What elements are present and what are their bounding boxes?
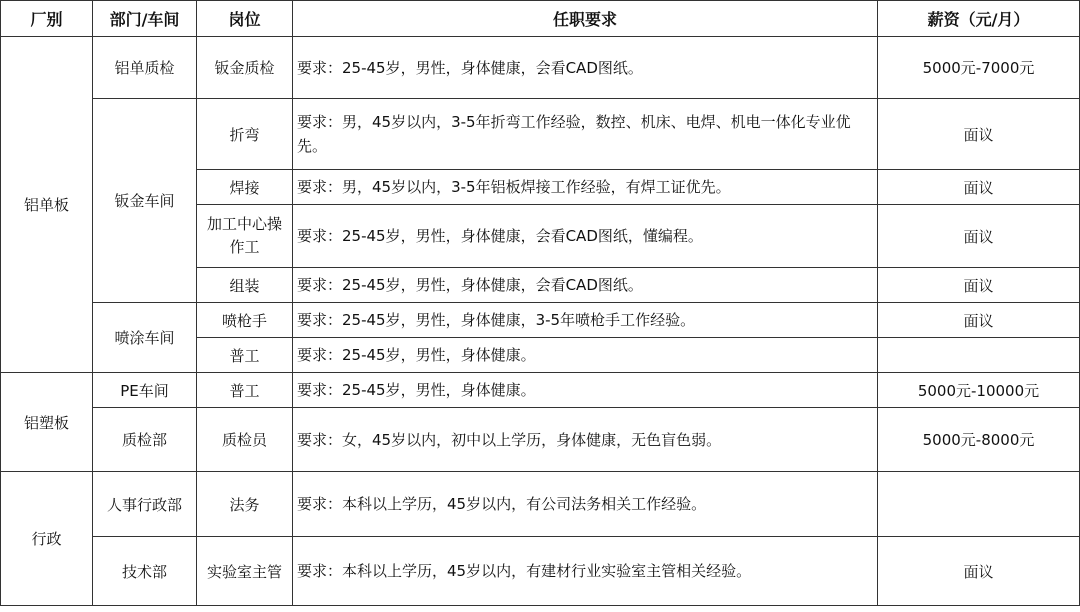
position-cell: 喷枪手 xyxy=(197,303,293,338)
factory-cell: 行政 xyxy=(1,472,93,606)
position-cell: 质检员 xyxy=(197,408,293,472)
salary-cell: 面议 xyxy=(878,99,1080,170)
salary-cell: 5000元-10000元 xyxy=(878,373,1080,408)
table-row xyxy=(1,303,1080,338)
position-cell: 折弯 xyxy=(197,99,293,170)
header-position: 岗位 xyxy=(197,1,293,37)
salary-cell xyxy=(878,472,1080,537)
dept-cell: 质检部 xyxy=(93,408,197,472)
header-salary: 薪资（元/月） xyxy=(878,1,1080,37)
requirement-cell: 要求：25-45岁，男性，身体健康，会看CAD图纸。 xyxy=(293,268,878,303)
position-cell: 法务 xyxy=(197,472,293,537)
table-row xyxy=(1,537,1080,606)
dept-cell: PE车间 xyxy=(93,373,197,408)
requirement-cell: 要求：本科以上学历，45岁以内，有公司法务相关工作经验。 xyxy=(293,472,878,537)
dept-cell: 喷涂车间 xyxy=(93,303,197,373)
table-row xyxy=(1,99,1080,170)
requirement-cell: 要求：25-45岁，男性，身体健康，会看CAD图纸。 xyxy=(293,37,878,99)
requirement-cell: 要求：本科以上学历，45岁以内，有建材行业实验室主管相关经验。 xyxy=(293,537,878,606)
requirement-cell: 要求：25-45岁，男性，身体健康。 xyxy=(293,338,878,373)
header-requirement: 任职要求 xyxy=(293,1,878,37)
salary-cell: 面议 xyxy=(878,537,1080,606)
dept-cell: 铝单质检 xyxy=(93,37,197,99)
position-cell: 普工 xyxy=(197,373,293,408)
requirement-cell: 要求：女，45岁以内，初中以上学历，身体健康，无色盲色弱。 xyxy=(293,408,878,472)
position-cell: 加工中心操作工 xyxy=(197,205,293,268)
table-row xyxy=(1,408,1080,472)
salary-cell: 5000元-7000元 xyxy=(878,37,1080,99)
dept-cell: 钣金车间 xyxy=(93,99,197,303)
table-row xyxy=(1,472,1080,537)
salary-cell: 面议 xyxy=(878,205,1080,268)
requirement-cell: 要求：男，45岁以内，3-5年折弯工作经验，数控、机床、电焊、机电一体化专业优先。 xyxy=(293,99,878,170)
position-cell: 实验室主管 xyxy=(197,537,293,606)
factory-cell: 铝塑板 xyxy=(1,373,93,472)
requirement-cell: 要求：25-45岁，男性，身体健康。 xyxy=(293,373,878,408)
salary-cell: 面议 xyxy=(878,170,1080,205)
position-cell: 钣金质检 xyxy=(197,37,293,99)
requirement-cell: 要求：25-45岁，男性，身体健康，会看CAD图纸，懂编程。 xyxy=(293,205,878,268)
salary-cell xyxy=(878,338,1080,373)
position-cell: 焊接 xyxy=(197,170,293,205)
header-dept: 部门/车间 xyxy=(93,1,197,37)
salary-cell: 面议 xyxy=(878,303,1080,338)
table-row xyxy=(1,373,1080,408)
requirement-cell: 要求：男，45岁以内，3-5年铝板焊接工作经验，有焊工证优先。 xyxy=(293,170,878,205)
dept-cell: 技术部 xyxy=(93,537,197,606)
table-header-row xyxy=(1,1,1080,37)
salary-cell: 面议 xyxy=(878,268,1080,303)
dept-cell: 人事行政部 xyxy=(93,472,197,537)
factory-cell: 铝单板 xyxy=(1,37,93,373)
position-cell: 组装 xyxy=(197,268,293,303)
requirement-cell: 要求：25-45岁，男性，身体健康，3-5年喷枪手工作经验。 xyxy=(293,303,878,338)
table-row xyxy=(1,37,1080,99)
position-cell: 普工 xyxy=(197,338,293,373)
salary-cell: 5000元-8000元 xyxy=(878,408,1080,472)
header-factory: 厂别 xyxy=(1,1,93,37)
